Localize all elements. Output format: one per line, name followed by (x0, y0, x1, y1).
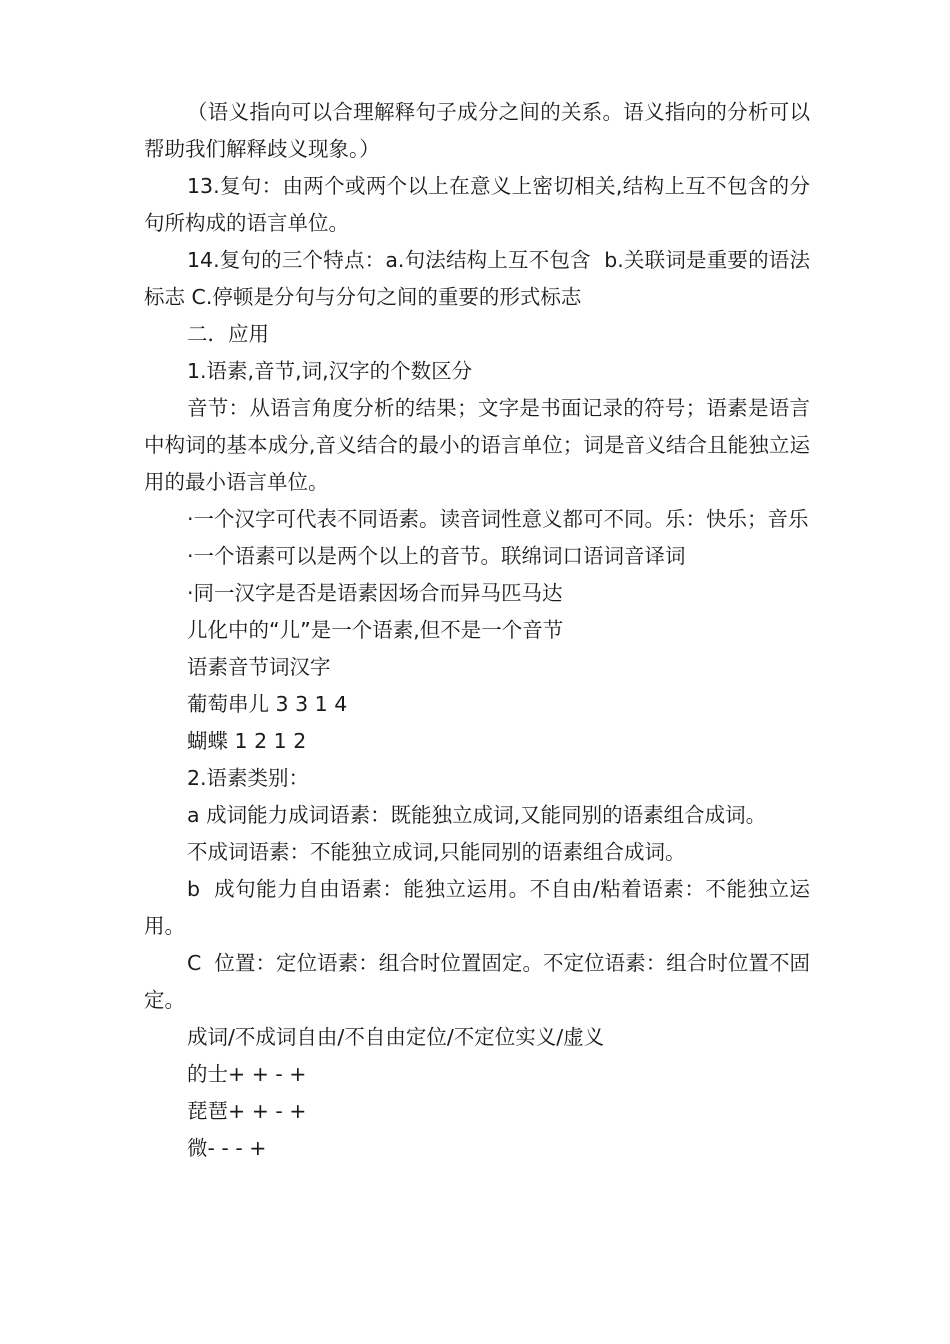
document-body (144, 94, 810, 1167)
paragraph-erhua-note: 儿化中的“儿”是一个语素,但不是一个音节 (187, 618, 564, 642)
paragraph-morpheme-categories-heading: 2.语素类别： (187, 766, 310, 790)
table-row-micro: 微- - - + (187, 1136, 267, 1160)
paragraph-compound-sentence-features: 14.复句的三个特点：a.句法结构上互不包含 b.关联词是重要的语法标志 C.停顿是分句与分句之间的重要的形式标志 (144, 248, 810, 309)
table-row-butterfly: 蝴蝶 1 2 1 2 (187, 729, 307, 753)
paragraph-unit-definitions: 音节：从语言角度分析的结果；文字是书面记录的符号；语素是语言中构词的基本成分,音义结合的最小的语言单位；词是音义结合且能独立运用的最小语言单位。 (144, 396, 810, 494)
section-heading-application: 二．应用 (187, 322, 269, 346)
bullet-morpheme-syllables: ·一个语素可以是两个以上的音节。联绵词口语词音译词 (187, 544, 686, 568)
table-row-taxi: 的士+ + - + (187, 1062, 307, 1086)
paragraph-word-forming-ability: a 成词能力成词语素：既能独立成词,又能同别的语素组合成词。 (187, 803, 767, 827)
paragraph-position-morpheme: C 位置：定位语素：组合时位置固定。不定位语素：组合时位置不固定。 (144, 951, 810, 1012)
bullet-character-morpheme: ·一个汉字可代表不同语素。读音词性意义都可不同。乐：快乐；音乐 (187, 507, 809, 531)
paragraph-compound-sentence-definition: 13.复句：由两个或两个以上在意义上密切相关,结构上互不包含的分句所构成的语言单位。 (144, 174, 810, 235)
paragraph-count-distinction-heading: 1.语素,音节,词,汉字的个数区分 (187, 359, 473, 383)
table-header-line: 语素音节词汉字 (187, 655, 331, 679)
paragraph-semantic-orientation-note: （语义指向可以合理解释句子成分之间的关系。语义指向的分析可以帮助我们解释歧义现象。） (144, 100, 810, 161)
paragraph-free-bound-morpheme: b 成句能力自由语素：能独立运用。不自由/粘着语素：不能独立运用。 (144, 877, 810, 938)
table-header-categories: 成词/不成词自由/不自由定位/不定位实义/虚义 (187, 1025, 605, 1049)
bullet-same-character: ·同一汉字是否是语素因场合而异马匹马达 (187, 581, 563, 605)
paragraph-non-word-morpheme: 不成词语素：不能独立成词,只能同别的语素组合成词。 (187, 840, 686, 864)
table-row-grape-skewer: 葡萄串儿 3 3 1 4 (187, 692, 348, 716)
table-row-pipa: 琵琶+ + - + (187, 1099, 307, 1123)
